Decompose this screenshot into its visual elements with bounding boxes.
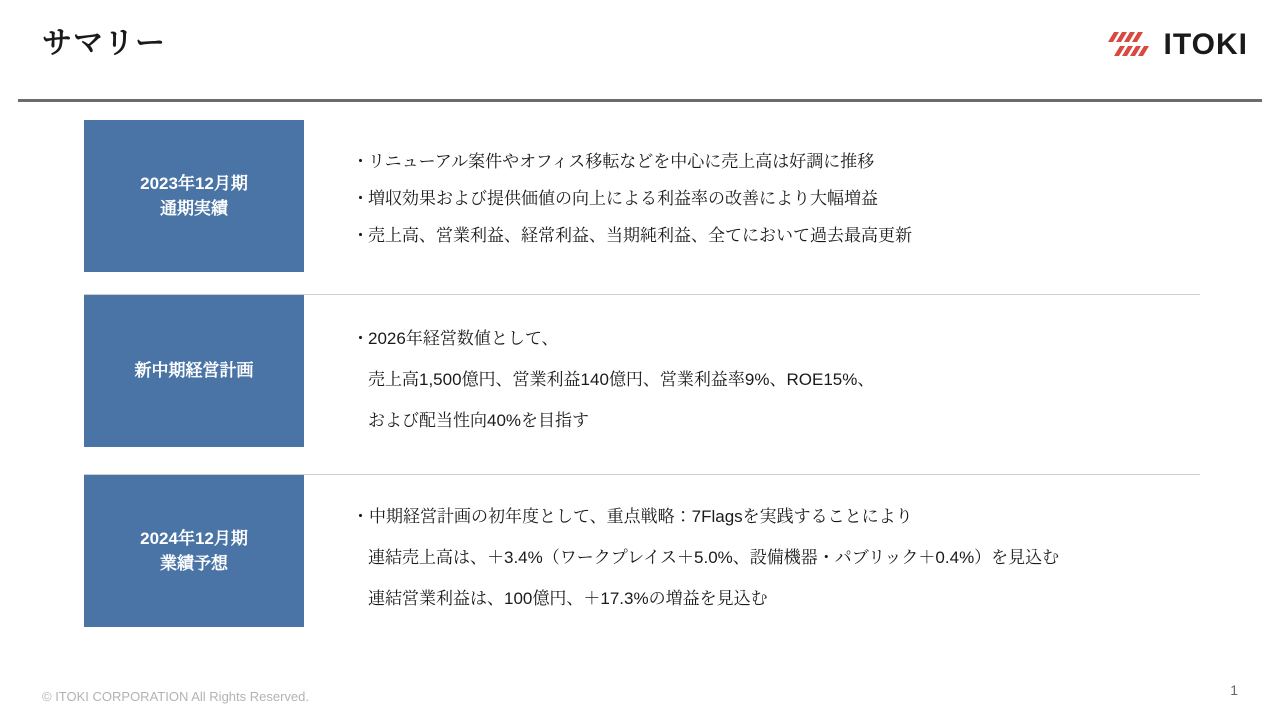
- header-divider: [18, 99, 1262, 102]
- bullet-text: 2026年経営数値として、: [368, 329, 559, 348]
- section-bullets-midterm-plan: [352, 295, 1280, 449]
- itoki-hatch-mark-icon: [1108, 30, 1154, 60]
- list-item: [352, 585, 1220, 612]
- section-label-line-1: 2023年12月期: [140, 173, 248, 193]
- section-row-fy2024-forecast: [0, 475, 1280, 650]
- section-row-fy2023-results: [0, 120, 1280, 295]
- page-title: サマリー: [42, 27, 166, 60]
- bullet-text: 中期経営計画の初年度として、重点戦略：7Flagsを実践することにより: [369, 507, 913, 526]
- bullet-text: リニューアル案件やオフィス移転などを中心に売上高は好調に推移: [368, 152, 875, 171]
- section-label-midterm-plan: [84, 295, 304, 447]
- list-item: [352, 503, 1220, 530]
- bullet-marker: ・: [352, 189, 369, 209]
- list-item: [352, 366, 1220, 393]
- section-label-fy2024-forecast: [84, 475, 304, 627]
- bullet-marker: ・: [352, 329, 369, 348]
- list-item: [352, 407, 1220, 434]
- bullet-text: 連結売上高は、＋3.4%（ワークプレイス＋5.0%、設備機器・パブリック＋0.4%）を見込む: [368, 548, 1060, 568]
- section-row-midterm-plan: [0, 295, 1280, 475]
- bullet-text: 売上高、営業利益、経常利益、当期純利益、全てにおいて過去最高更新: [368, 226, 912, 246]
- slide-header: [0, 0, 1280, 100]
- section-bullets-fy2023-results: [352, 120, 1280, 260]
- list-item: [352, 148, 1220, 175]
- list-item: [352, 325, 1220, 352]
- section-label-line-1: 2024年12月期: [140, 528, 248, 548]
- section-label-line-2: 通期実績: [159, 199, 228, 218]
- list-item: [352, 185, 1220, 212]
- bullet-marker: ・: [352, 152, 369, 171]
- bullet-marker: ・: [352, 226, 369, 246]
- section-label-line-2: 業績予想: [159, 554, 228, 573]
- bullet-text: 売上高1,500億円、営業利益140億円、営業利益率9%、ROE15%、: [368, 370, 875, 390]
- section-bullets-fy2024-forecast: [352, 475, 1280, 627]
- bullet-text: 増収効果および提供価値の向上による利益率の改善により大幅増益: [368, 189, 878, 209]
- bullet-marker: ・: [352, 507, 369, 526]
- section-label-fy2023-results: [84, 120, 304, 272]
- copyright-text: © ITOKI CORPORATION All Rights Reserved.: [42, 689, 309, 704]
- brand-logo: [1108, 28, 1248, 62]
- bullet-text: 連結営業利益は、100億円、＋17.3%の増益を見込む: [368, 589, 768, 609]
- section-label-line-1: 新中期経営計画: [134, 361, 254, 381]
- page-number: 1: [1230, 682, 1238, 698]
- brand-name: ITOKI: [1163, 28, 1248, 61]
- bullet-text: および配当性向40%を目指す: [368, 411, 590, 431]
- list-item: [352, 222, 1220, 249]
- slide-content: [0, 120, 1280, 650]
- list-item: [352, 544, 1220, 571]
